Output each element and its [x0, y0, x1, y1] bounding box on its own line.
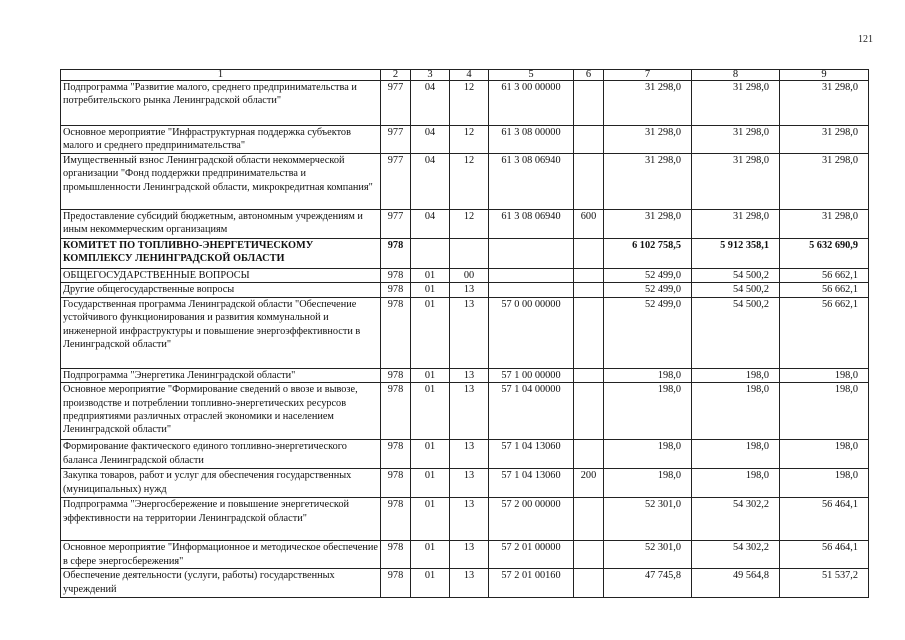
row-name: Основное мероприятие "Формирование сведений о ввозе и вывозе, производстве и потреблении топливно-энергетических ресурсов предприятиями различных отраслей экономики и населением Ленинградской области": [61, 383, 381, 440]
target-article-code: 57 1 04 13060: [489, 440, 574, 469]
table-row: [61, 239, 869, 269]
ministry-code: 977: [381, 126, 411, 154]
target-article-code: 61 3 08 00000: [489, 126, 574, 154]
amount-year-2: 5 912 358,1: [692, 239, 780, 269]
section-code: 01: [411, 440, 450, 469]
header-row: [61, 70, 869, 81]
target-article-code: 61 3 00 00000: [489, 81, 574, 126]
section-code: 01: [411, 283, 450, 297]
amount-year-2: 198,0: [692, 469, 780, 498]
amount-year-3: 31 298,0: [780, 81, 869, 126]
table-row: [61, 297, 869, 368]
amount-year-3: 31 298,0: [780, 210, 869, 239]
row-name: Подпрограмма "Энергосбережение и повышение энергетической эффективности на территории Ленинградской области": [61, 498, 381, 541]
amount-year-2: 31 298,0: [692, 154, 780, 210]
amount-year-2: 54 302,2: [692, 541, 780, 569]
header-cell: 8: [692, 70, 780, 81]
table-row: [61, 383, 869, 440]
row-name: Формирование фактического единого топливно-энергетического баланса Ленинградской области: [61, 440, 381, 469]
target-article-code: 57 2 01 00160: [489, 569, 574, 598]
table-row: [61, 469, 869, 498]
row-name: КОМИТЕТ ПО ТОПЛИВНО-ЭНЕРГЕТИЧЕСКОМУ КОМПЛЕКСУ ЛЕНИНГРАДСКОЙ ОБЛАСТИ: [61, 239, 381, 269]
amount-year-2: 49 564,8: [692, 569, 780, 598]
subsection-code: 13: [450, 440, 489, 469]
subsection-code: 13: [450, 469, 489, 498]
ministry-code: 978: [381, 469, 411, 498]
row-name: Подпрограмма "Энергетика Ленинградской области": [61, 368, 381, 382]
table-row: [61, 269, 869, 283]
subsection-code: 13: [450, 498, 489, 541]
section-code: 01: [411, 297, 450, 368]
expense-type-code: [574, 239, 604, 269]
expense-type-code: [574, 440, 604, 469]
section-code: 01: [411, 498, 450, 541]
amount-year-1: 198,0: [604, 440, 692, 469]
amount-year-2: 198,0: [692, 383, 780, 440]
ministry-code: 978: [381, 297, 411, 368]
section-code: 04: [411, 81, 450, 126]
target-article-code: [489, 239, 574, 269]
expense-type-code: [574, 283, 604, 297]
expense-type-code: [574, 154, 604, 210]
ministry-code: 978: [381, 368, 411, 382]
expense-type-code: [574, 368, 604, 382]
subsection-code: 12: [450, 154, 489, 210]
ministry-code: 978: [381, 440, 411, 469]
expense-type-code: [574, 269, 604, 283]
subsection-code: 13: [450, 383, 489, 440]
row-name: Государственная программа Ленинградской области "Обеспечение устойчивого функционирования и развития коммунальной и инженерной инфраструктуры и повышение энергоэффективности в Ленинградской области": [61, 297, 381, 368]
ministry-code: 977: [381, 81, 411, 126]
row-name: Подпрограмма "Развитие малого, среднего предпринимательства и потребительского рынка Ленинградской области": [61, 81, 381, 126]
target-article-code: 57 0 00 00000: [489, 297, 574, 368]
target-article-code: 57 1 00 00000: [489, 368, 574, 382]
table-row: [61, 368, 869, 382]
ministry-code: 978: [381, 239, 411, 269]
section-code: [411, 239, 450, 269]
section-code: 01: [411, 469, 450, 498]
ministry-code: 978: [381, 569, 411, 598]
row-name: Основное мероприятие "Информационное и методическое обеспечение в сфере энергосбережения": [61, 541, 381, 569]
amount-year-2: 198,0: [692, 440, 780, 469]
amount-year-1: 52 301,0: [604, 541, 692, 569]
header-cell: 5: [489, 70, 574, 81]
amount-year-3: 31 298,0: [780, 126, 869, 154]
expense-type-code: [574, 569, 604, 598]
header-cell: 4: [450, 70, 489, 81]
header-cell: 6: [574, 70, 604, 81]
expense-type-code: [574, 81, 604, 126]
subsection-code: 13: [450, 541, 489, 569]
amount-year-1: 198,0: [604, 469, 692, 498]
amount-year-3: 31 298,0: [780, 154, 869, 210]
section-code: 04: [411, 154, 450, 210]
header-cell: 7: [604, 70, 692, 81]
table-row: [61, 210, 869, 239]
ministry-code: 978: [381, 383, 411, 440]
target-article-code: 57 1 04 13060: [489, 469, 574, 498]
amount-year-1: 52 499,0: [604, 283, 692, 297]
ministry-code: 978: [381, 283, 411, 297]
amount-year-2: 54 500,2: [692, 283, 780, 297]
expense-type-code: [574, 297, 604, 368]
subsection-code: 12: [450, 81, 489, 126]
target-article-code: 57 2 00 00000: [489, 498, 574, 541]
row-name: ОБЩЕГОСУДАРСТВЕННЫЕ ВОПРОСЫ: [61, 269, 381, 283]
row-name: Основное мероприятие "Инфраструктурная поддержка субъектов малого и среднего предпринимательства": [61, 126, 381, 154]
amount-year-1: 31 298,0: [604, 81, 692, 126]
amount-year-2: 54 302,2: [692, 498, 780, 541]
table-row: [61, 126, 869, 154]
ministry-code: 978: [381, 269, 411, 283]
amount-year-1: 31 298,0: [604, 210, 692, 239]
target-article-code: [489, 269, 574, 283]
table-row: [61, 498, 869, 541]
subsection-code: 12: [450, 210, 489, 239]
amount-year-3: 51 537,2: [780, 569, 869, 598]
amount-year-3: 198,0: [780, 383, 869, 440]
amount-year-1: 47 745,8: [604, 569, 692, 598]
subsection-code: 12: [450, 126, 489, 154]
amount-year-2: 31 298,0: [692, 81, 780, 126]
subsection-code: 13: [450, 297, 489, 368]
amount-year-3: 56 662,1: [780, 283, 869, 297]
amount-year-2: 54 500,2: [692, 297, 780, 368]
section-code: 01: [411, 541, 450, 569]
amount-year-2: 198,0: [692, 368, 780, 382]
target-article-code: 57 2 01 00000: [489, 541, 574, 569]
expense-type-code: [574, 126, 604, 154]
subsection-code: 13: [450, 283, 489, 297]
table-row: [61, 81, 869, 126]
target-article-code: 57 1 04 00000: [489, 383, 574, 440]
ministry-code: 977: [381, 210, 411, 239]
row-name: Предоставление субсидий бюджетным, автономным учреждениям и иным некоммерческим организациям: [61, 210, 381, 239]
amount-year-2: 31 298,0: [692, 126, 780, 154]
expense-type-code: [574, 498, 604, 541]
amount-year-1: 31 298,0: [604, 126, 692, 154]
amount-year-1: 198,0: [604, 368, 692, 382]
section-code: 01: [411, 569, 450, 598]
amount-year-1: 52 499,0: [604, 297, 692, 368]
ministry-code: 977: [381, 154, 411, 210]
table-row: [61, 154, 869, 210]
row-name: Другие общегосударственные вопросы: [61, 283, 381, 297]
target-article-code: [489, 283, 574, 297]
table-row: [61, 440, 869, 469]
amount-year-3: 198,0: [780, 440, 869, 469]
subsection-code: 00: [450, 269, 489, 283]
amount-year-3: 198,0: [780, 368, 869, 382]
subsection-code: [450, 239, 489, 269]
header-cell: 1: [61, 70, 381, 81]
budget-table: [60, 69, 869, 598]
amount-year-3: 56 464,1: [780, 541, 869, 569]
target-article-code: 61 3 08 06940: [489, 154, 574, 210]
ministry-code: 978: [381, 498, 411, 541]
header-cell: 2: [381, 70, 411, 81]
section-code: 01: [411, 383, 450, 440]
row-name: Имущественный взнос Ленинградской области некоммерческой организации "Фонд поддержки предпринимательства и промышленности Ленинградской области, микрокредитная компания": [61, 154, 381, 210]
amount-year-2: 54 500,2: [692, 269, 780, 283]
subsection-code: 13: [450, 368, 489, 382]
table-row: [61, 283, 869, 297]
amount-year-3: 56 662,1: [780, 297, 869, 368]
amount-year-3: 56 464,1: [780, 498, 869, 541]
section-code: 04: [411, 126, 450, 154]
section-code: 01: [411, 368, 450, 382]
amount-year-1: 198,0: [604, 383, 692, 440]
amount-year-1: 31 298,0: [604, 154, 692, 210]
table-row: [61, 569, 869, 598]
row-name: Закупка товаров, работ и услуг для обеспечения государственных (муниципальных) нужд: [61, 469, 381, 498]
amount-year-3: 198,0: [780, 469, 869, 498]
section-code: 04: [411, 210, 450, 239]
header-cell: 3: [411, 70, 450, 81]
ministry-code: 978: [381, 541, 411, 569]
section-code: 01: [411, 269, 450, 283]
amount-year-2: 31 298,0: [692, 210, 780, 239]
header-cell: 9: [780, 70, 869, 81]
expense-type-code: [574, 383, 604, 440]
amount-year-1: 52 499,0: [604, 269, 692, 283]
expense-type-code: 200: [574, 469, 604, 498]
amount-year-1: 6 102 758,5: [604, 239, 692, 269]
table-row: [61, 541, 869, 569]
row-name: Обеспечение деятельности (услуги, работы) государственных учреждений: [61, 569, 381, 598]
target-article-code: 61 3 08 06940: [489, 210, 574, 239]
amount-year-1: 52 301,0: [604, 498, 692, 541]
amount-year-3: 5 632 690,9: [780, 239, 869, 269]
amount-year-3: 56 662,1: [780, 269, 869, 283]
expense-type-code: [574, 541, 604, 569]
expense-type-code: 600: [574, 210, 604, 239]
subsection-code: 13: [450, 569, 489, 598]
page-number: 121: [858, 34, 873, 45]
